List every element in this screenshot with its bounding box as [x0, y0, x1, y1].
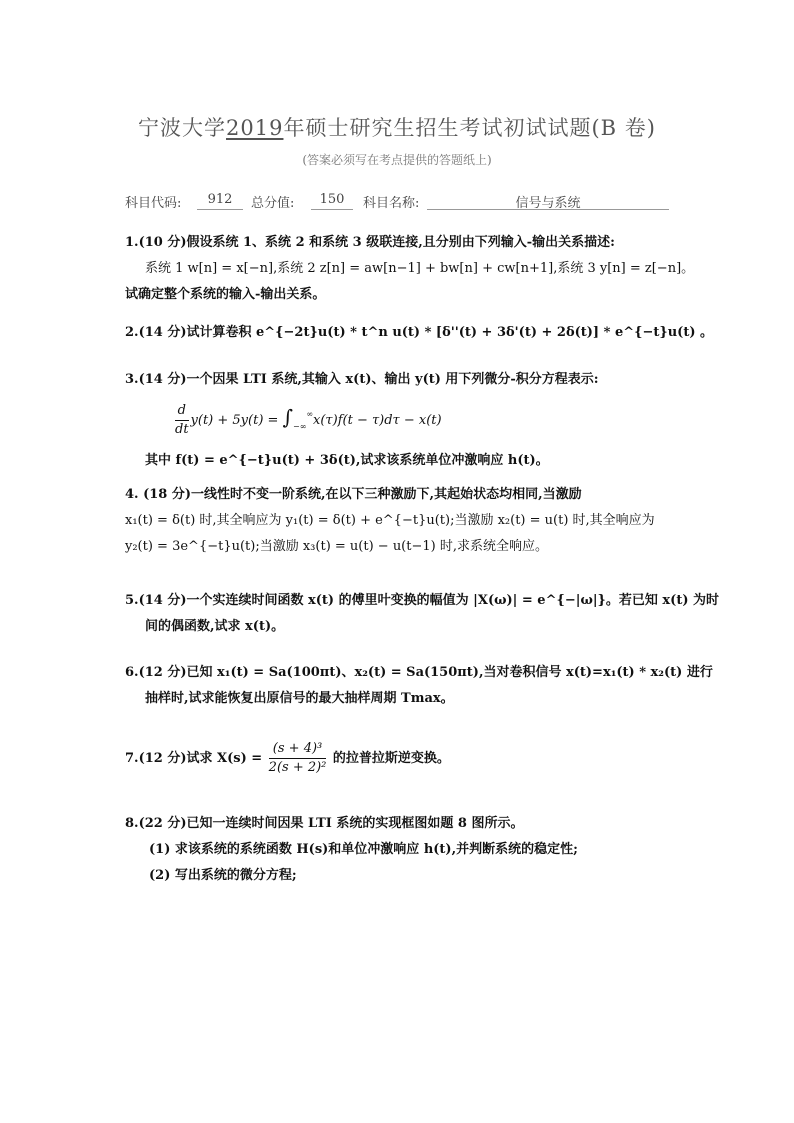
q3-line3: 其中 f(t) = e^{−t}u(t) + 3δ(t),试求该系统单位冲激响应 h(t)。 [145, 452, 549, 468]
q7-denominator: 2(s + 2)² [268, 760, 327, 775]
q5-line2: 间的偶函数,试求 x(t)。 [145, 619, 285, 634]
q7-fraction [269, 740, 327, 777]
question-6 [125, 660, 713, 712]
question-4 [125, 482, 680, 560]
integral-symbol: $\int_{-\infty}^\infty$ [282, 404, 314, 431]
q1-head: 1.(10 分)假设系统 1、系统 2 和系统 3 级联连接,且分别由下列输入-输出关系描述: [125, 235, 615, 250]
code-label: 科目代码: [125, 196, 182, 211]
q6-line1: 6.(12 分)已知 x₁(t) = Sa(100πt)、x₂(t) = Sa(150πt),当对卷积信号 x(t)=x₁(t) * x₂(t) 进行 [125, 665, 713, 680]
name-value: 信号与系统 [427, 192, 669, 210]
score-label: 总分值: [251, 196, 295, 211]
page-title [0, 112, 794, 142]
q3-eq-right: x(τ)f(t − τ)dτ − x(t) [313, 412, 442, 428]
title-year: 2019 [226, 116, 284, 140]
q8-head: 8.(22 分)已知一连续时间因果 LTI 系统的实现框图如题 8 图所示。 [125, 816, 524, 831]
title-suffix: 年硕士研究生招生考试初试试题(B 卷) [283, 116, 656, 140]
q8-item2: (2) 写出系统的微分方程; [149, 868, 297, 883]
q3-head: 3.(14 分)一个因果 LTI 系统,其输入 x(t)、输出 y(t) 用下列微分-积分方程表示: [125, 372, 599, 387]
code-value: 912 [197, 192, 243, 210]
q4-line1: 4. (18 分)一线性时不变一阶系统,在以下三种激励下,其起始状态均相同,当激励 [125, 487, 582, 502]
subject-meta [125, 192, 670, 214]
q3-equation [125, 393, 680, 448]
title-prefix: 宁波大学 [138, 116, 227, 140]
q3-eq-left: y(t) + 5y(t) = [190, 412, 283, 428]
q1-line2: 系统 1 w[n] = x[−n],系统 2 z[n] = aw[n−1] + bw[n] + cw[n+1],系统 3 y[n] = z[−n]。 [145, 261, 695, 276]
question-2 [125, 320, 714, 346]
q6-line2: 抽样时,试求能恢复出原信号的最大抽样周期 Tmax。 [145, 691, 454, 706]
q7-line [125, 738, 680, 780]
name-label: 科目名称: [363, 196, 420, 211]
q7-prefix: 7.(12 分)试求 X(s) = [125, 751, 267, 766]
question-5 [125, 588, 720, 640]
question-8 [125, 811, 680, 889]
question-7 [125, 738, 680, 780]
q5-line1: 5.(14 分)一个实连续时间函数 x(t) 的傅里叶变换的幅值为 |X(ω)| = e^{−|ω|}。若已知 x(t) 为时 [125, 593, 720, 608]
score-value: 150 [311, 192, 353, 210]
q4-line2: x₁(t) = δ(t) 时,其全响应为 y₁(t) = δ(t) + e^{−t}u(t);当激励 x₂(t) = u(t) 时,其全响应为 [125, 513, 655, 528]
q3-derivative: $\frac{d}{dt}$ [175, 402, 189, 437]
question-3 [125, 367, 680, 474]
q1-line3: 试确定整个系统的输入-输出关系。 [125, 287, 326, 302]
page-subtitle: (答案必须写在考点提供的答题纸上) [302, 153, 492, 167]
q7-numerator: (s + 4)³ [269, 740, 327, 759]
question-1 [125, 230, 695, 308]
q2-head: 2.(14 分)试计算卷积 e^{−2t}u(t) * t^n u(t) * [δ''(t) + 3δ'(t) + 2δ(t)] * e^{−t}u(t) 。 [125, 325, 714, 340]
q4-line3: y₂(t) = 3e^{−t}u(t);当激励 x₃(t) = u(t) − u(t−1) 时,求系统全响应。 [125, 539, 548, 554]
q8-item1: (1) 求该系统的系统函数 H(s)和单位冲激响应 h(t),并判断系统的稳定性; [149, 842, 578, 857]
q7-suffix: 的拉普拉斯逆变换。 [328, 751, 450, 766]
